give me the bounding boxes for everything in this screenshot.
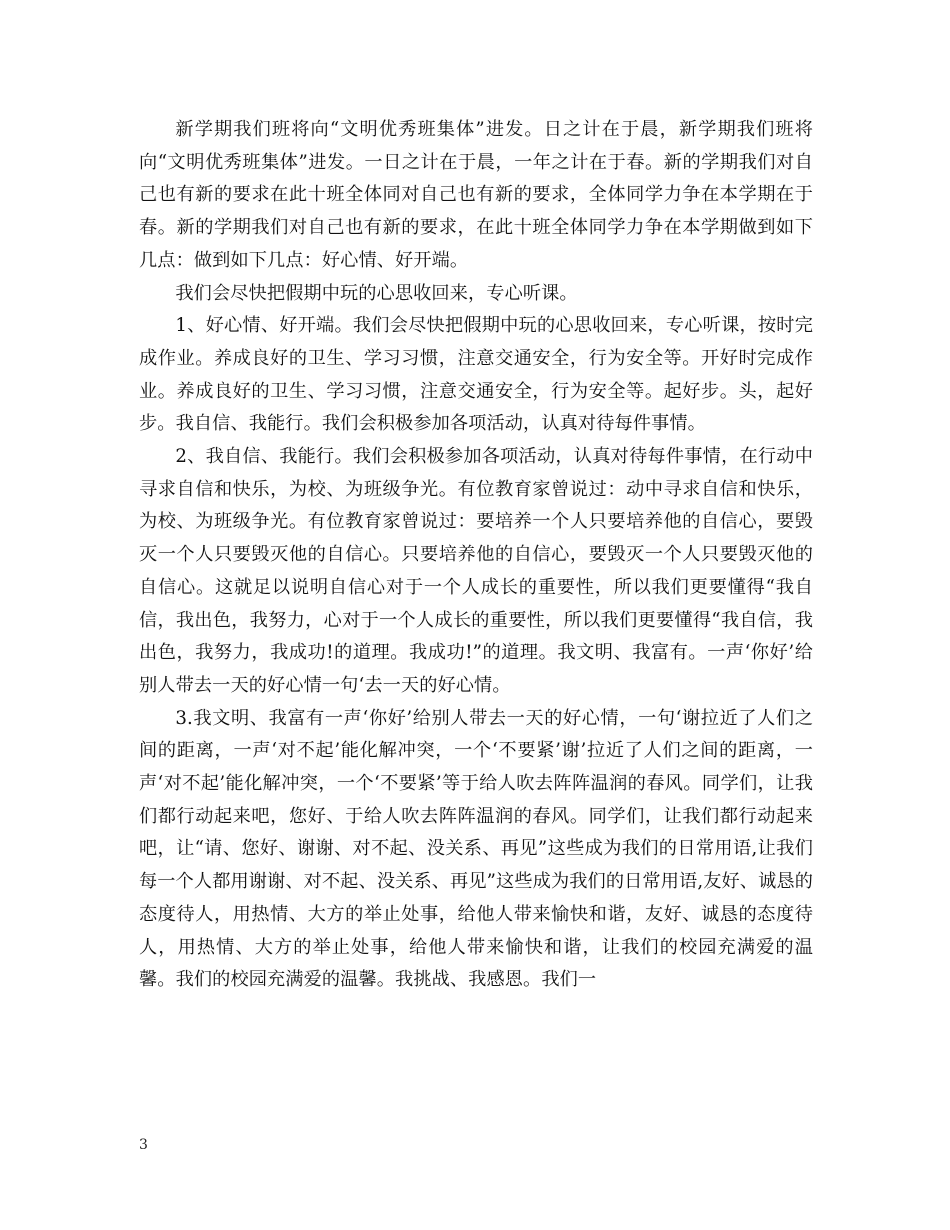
paragraph-2: 我们会尽快把假期中玩的心思收回来，专心听课。 [175, 282, 578, 304]
paragraph-5: 3.我文明、我富有一声‘你好’给别人带去一天的好心情，一句‘谢拉近了人们之间的距离，一声‘对不起’能化解冲突，一个‘不要紧’谢’拉近了人们之间的距离，一声‘对不起’能化解冲突，一个‘不要紧’等于给人吹去阵阵温润的春风。同学们，让我们都行动起来吧，您好、于给人吹去阵阵温润的春风。同学们，让我们都行动起来吧，让“请、您好、谢谢、对不起、没关系、再见”这些成为我们的日常用语,让我们每一个人都用谢谢、对不起、没关系、再见”这些成为我们的日常用语,友好、诚恳的态度待人，用热情、大方的举止处事，给他人带来愉快和谐，友好、诚恳的态度待人，用热情、大方的举止处事，给他人带来愉快和谐，让我们的校园充满爱的温馨。我们的校园充满爱的温馨。我挑战、我感恩。我们一 [139, 707, 813, 991]
page-number: 3 [139, 1137, 148, 1153]
paragraph-1: 新学期我们班将向“文明优秀班集体”进发。日之计在于晨，新学期我们班将向“文明优秀班集体”进发。一日之计在于晨，一年之计在于春。新的学期我们对自己也有新的要求在此十班全体同对自己也有新的要求，全体同学力争在本学期在于春。新的学期我们对自己也有新的要求，在此十班全体同学力争在本学期做到如下几点：做到如下几点：好心情、好开端。 [139, 119, 813, 271]
document-body [139, 114, 813, 997]
paragraph-4: 2、我自信、我能行。我们会积极参加各项活动，认真对待每件事情，在行动中寻求自信和快乐，为校、为班级争光。有位教育家曾说过：动中寻求自信和快乐，为校、为班级争光。有位教育家曾说过：要培养一个人只要培养他的自信心，要毁灭一个人只要毁灭他的自信心。只要培养他的自信心，要毁灭一个人只要毁灭他的自信心。这就足以说明自信心对于一个人成长的重要性，所以我们更要懂得“我自信，我出色，我努力，心对于一个人成长的重要性，所以我们更要懂得“我自信，我出色，我努力，我成功!的道理。我成功!”的道理。我文明、我富有。一声‘你好’给别人带去一天的好心情一句‘去一天的好心情。 [139, 446, 813, 696]
paragraph-3: 1、好心情、好开端。我们会尽快把假期中玩的心思收回来，专心听课，按时完成作业。养成良好的卫生、学习习惯，注意交通安全，行为安全等。开好时完成作业。养成良好的卫生、学习习惯，注意交通安全，行为安全等。起好步。头，起好步。我自信、我能行。我们会积极参加各项活动，认真对待每件事情。 [139, 315, 813, 435]
